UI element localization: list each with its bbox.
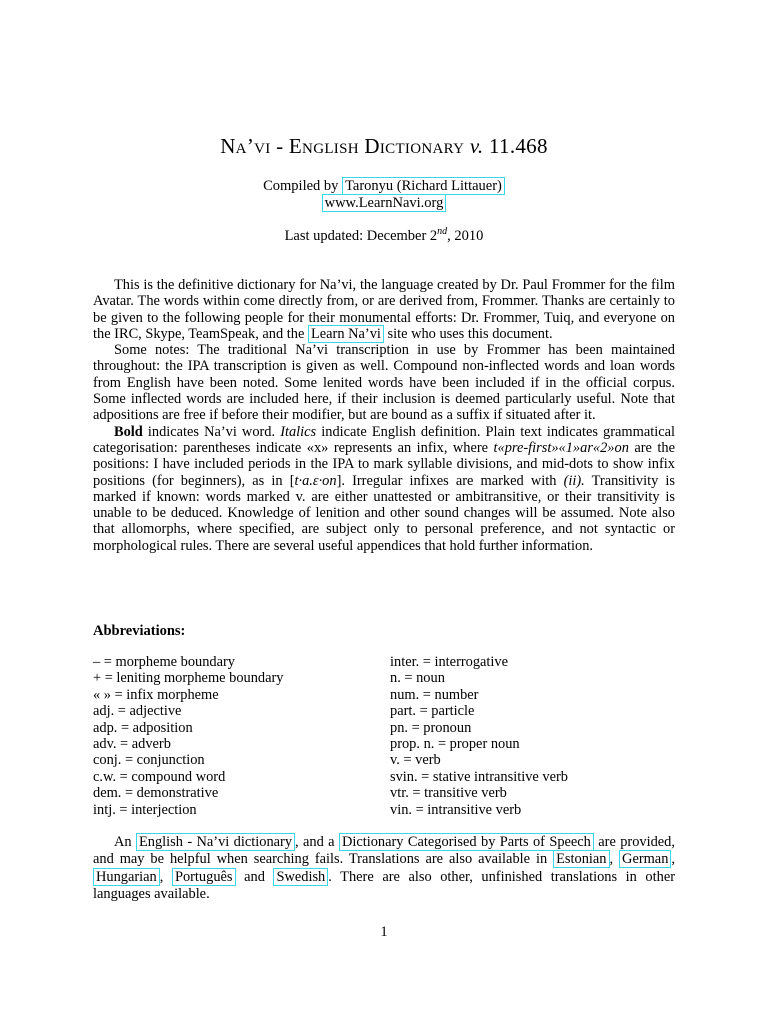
- intro-paragraph-3: [93, 424, 675, 554]
- title-text: Na’vi - English Dictionary: [220, 134, 465, 158]
- abbreviation-item: c.w. = compound word: [93, 768, 226, 785]
- swedish-link[interactable]: Swedish: [273, 868, 328, 886]
- title-version-prefix: v.: [469, 134, 484, 158]
- footer-a: An: [114, 834, 132, 850]
- abbreviation-item: « » = infix morpheme: [93, 686, 219, 703]
- abbreviations-left-column: [93, 654, 283, 818]
- intro-p3-b: indicate English definition. Plain text indicates grammatical categorisation: parentheses indicate «x» represents an infix, where: [93, 423, 675, 456]
- abbreviation-item: conj. = conjunction: [93, 752, 205, 769]
- footer-d: and: [244, 868, 265, 885]
- page-title: [0, 134, 768, 159]
- abbreviation-item: prop. n. = proper noun: [390, 736, 520, 753]
- abbreviation-item: n. = noun: [390, 670, 445, 687]
- intro-p1-text-end: site who uses this document.: [387, 325, 553, 342]
- abbreviation-item: intj. = interjection: [93, 801, 197, 818]
- abbreviation-item: – = morpheme boundary: [93, 654, 235, 670]
- hungarian-link[interactable]: Hungarian: [93, 868, 160, 886]
- abbreviation-item: v. = verb: [390, 752, 441, 769]
- abbreviation-item: part. = particle: [390, 703, 475, 720]
- footer-b: , and a: [295, 834, 335, 850]
- intro-paragraph-2: Some notes: The traditional Na’vi transcription in use by Frommer has been maintained throughout: the IPA transcription is given as well. Compound non-inflected words and loan words from English have been noted. Some lenited words have been included if in the official corpus. Some inflected words are included here, if their inclusion is deemed particularly useful. Note that adpositions are free if before their modifier, but are bound as a suffix if situated after it.: [93, 342, 675, 424]
- intro-p1-text: This is the definitive dictionary for Na’vi, the language created by Dr. Paul Frommer for the film Avatar. The words within come directly from, or are derived from, Frommer. Thanks are certainly to be given to the following people for their monumental efforts: Dr. Frommer, Tuiq, and everyone on the IRC, Skype, TeamSpeak, and the: [93, 277, 675, 342]
- abbreviation-item: svin. = stative intransitive verb: [390, 768, 568, 785]
- intro-paragraph-1: [93, 277, 675, 342]
- last-updated-prefix: Last updated: December 2: [284, 227, 438, 244]
- abbreviations-right-column: [390, 654, 568, 818]
- abbreviation-item: adj. = adjective: [93, 703, 182, 720]
- intro-p3-c: are the positions: I have included periods in the IPA to mark syllable divisions, and mid-dots to show infix positions (for beginners), as in [: [93, 439, 675, 489]
- intro-p3-d: ]. Irregular infixes are marked with: [336, 472, 557, 489]
- last-updated-sup: nd: [437, 226, 448, 237]
- title-version-number: 11.468: [489, 134, 548, 158]
- abbreviation-item: adp. = adposition: [93, 719, 193, 736]
- abbreviation-item: adv. = adverb: [93, 736, 171, 753]
- english-navi-dictionary-link[interactable]: English - Na’vi dictionary: [136, 833, 295, 851]
- abbreviation-item: vtr. = transitive verb: [390, 785, 507, 802]
- author-link[interactable]: Taronyu (Richard Littauer): [342, 177, 505, 195]
- intro-text: [93, 277, 675, 554]
- irregular-marker: (ii).: [563, 472, 585, 489]
- abbreviation-item: pn. = pronoun: [390, 719, 472, 736]
- learnnavi-site-link[interactable]: www.LearnNavi.org: [322, 194, 447, 212]
- compiled-by-label: Compiled by: [263, 178, 339, 194]
- parts-of-speech-link[interactable]: Dictionary Categorised by Parts of Speech: [339, 833, 594, 851]
- abbreviation-item: + = leniting morpheme boundary: [93, 670, 284, 687]
- infix-example: t«pre-first»«1»ar«2»on: [493, 439, 629, 456]
- intro-p3-a: indicates Na’vi word.: [147, 423, 276, 440]
- bold-label: Bold: [114, 423, 143, 440]
- translations-text: An English - Na’vi dictionary , and a Dictionary Categorised by Parts of Speech are provided, and may be helpful when searching fails. Translations are also available in Estonian , German , Hungarian , Português and Swedish . There are also other, unfinished translations in other languages available.: [93, 834, 676, 902]
- abbreviation-item: dem. = demonstrative: [93, 785, 219, 802]
- compiled-by-line: [0, 178, 768, 195]
- footer-c: are provided, and may be helpful when searching fails. Translations are also available in: [93, 834, 675, 868]
- intro-p3-e: Transitivity is marked if known: words marked v. are either unattested or ambitransitive, or their transitivity is unable to be deduced. Knowledge of lenition and other sound changes will be assumed. Note also that allomorphs, where specified, are subject only to personal preference, and not syntactic or morphological rules. There are several useful appendices that hold further information.: [93, 472, 675, 554]
- learn-navi-link[interactable]: Learn Na’vi: [308, 325, 384, 343]
- abbreviation-item: inter. = interrogative: [390, 654, 509, 670]
- footer-e: . There are also other, unfinished translations in other languages available.: [93, 868, 675, 902]
- page-number: 1: [380, 924, 388, 940]
- abbreviation-item: num. = number: [390, 686, 479, 703]
- site-line: [0, 195, 768, 212]
- german-link[interactable]: German: [619, 850, 671, 868]
- abbreviation-item: vin. = intransitive verb: [390, 801, 522, 818]
- last-updated: [0, 226, 768, 245]
- portugues-link[interactable]: Português: [172, 868, 236, 886]
- italics-label: Italics: [280, 423, 317, 440]
- abbreviations-heading: Abbreviations:: [93, 623, 186, 639]
- last-updated-suffix: , 2010: [447, 227, 484, 244]
- translations-paragraph: [93, 834, 675, 903]
- estonian-link[interactable]: Estonian: [553, 850, 609, 868]
- ipa-example: t·a.ɛ·on: [294, 472, 337, 489]
